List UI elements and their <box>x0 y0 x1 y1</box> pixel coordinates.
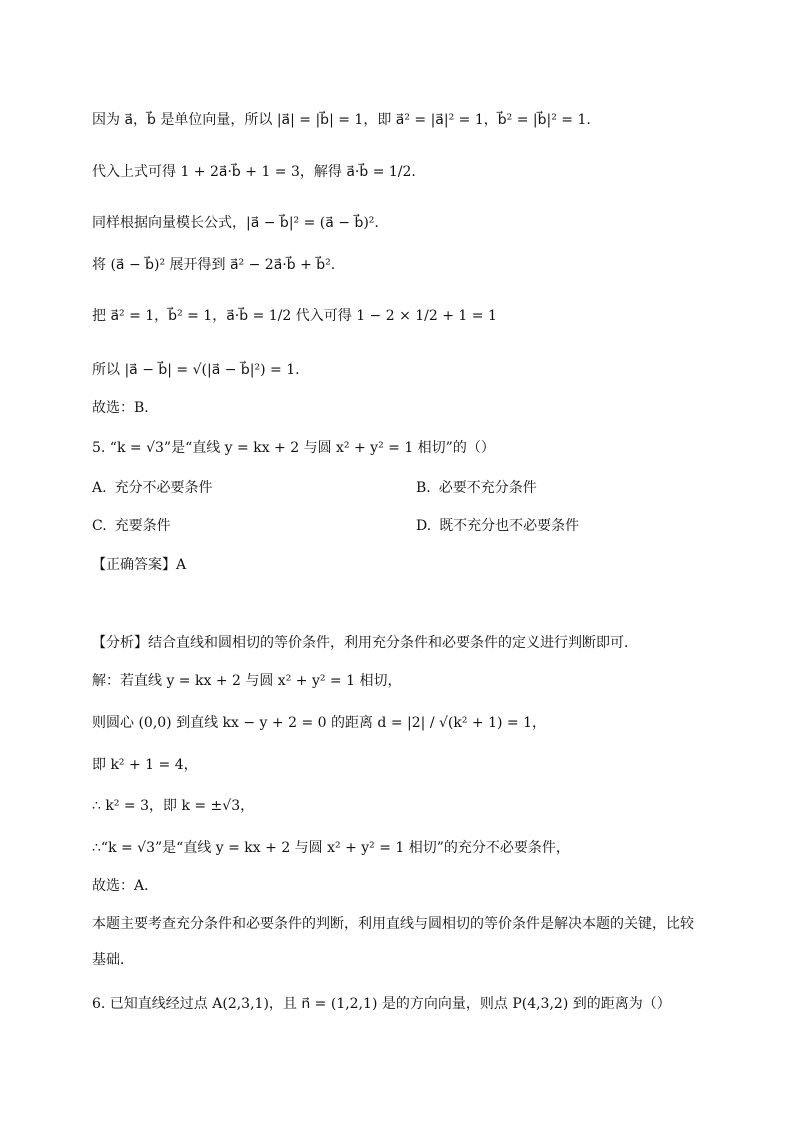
option-d <box>416 516 579 536</box>
option-b-text: 必要不充分条件 <box>438 480 537 496</box>
option-c-text: 充要条件 <box>114 518 171 534</box>
solution-line-3: 即 k² + 1 = 4， <box>92 757 198 773</box>
text-line-unit-vectors: 因为 a⃗，b⃗ 是单位向量，所以 |a⃗| = |b⃗| = 1，即 a⃗² = |a⃗|² = 1，b⃗² = |b⃗|² = 1. <box>92 112 591 128</box>
text-line-substitute: 代入上式可得 1 + 2a⃗·b⃗ + 1 = 3，解得 a⃗·b⃗ = 1/2. <box>92 164 416 180</box>
analysis: 【分析】结合直线和圆相切的等价条件，利用充分条件和必要条件的定义进行判断即可． <box>92 635 638 651</box>
option-a <box>92 478 213 498</box>
option-c <box>92 516 171 536</box>
question-6: 6. 已知直线经过点 A(2,3,1)，且 n⃗ = (1,2,1) 是的方向向量，则点 P(4,3,2) 到的距离为（） <box>92 996 671 1012</box>
option-a-label: A. <box>92 480 107 496</box>
solution-line-4: ∴ k² = 3，即 k = ±√3， <box>92 798 255 814</box>
text-line-result: 所以 |a⃗ − b⃗| = √(|a⃗ − b⃗|²) = 1. <box>92 362 300 378</box>
question-5: 5. “k = √3”是“直线 y = kx + 2 与圆 x² + y² = 1 相切”的（） <box>92 440 495 456</box>
option-b-label: B. <box>416 480 431 496</box>
solution-line-6: 故选：A． <box>92 878 159 894</box>
solution-line-1: 解：若直线 y = kx + 2 与圆 x² + y² = 1 相切， <box>92 673 402 689</box>
option-c-label: C. <box>92 518 107 534</box>
solution-line-5: ∴“k = √3”是“直线 y = kx + 2 与圆 x² + y² = 1 相切”的充分不必要条件， <box>92 840 570 856</box>
summary: 本题主要考查充分条件和必要条件的判断，利用直线与圆相切的等价条件是解决本题的关键，比较基础． <box>92 916 694 968</box>
text-line-expand: 将 (a⃗ − b⃗)² 展开得到 a⃗² − 2a⃗·b⃗ + b⃗². <box>92 257 336 273</box>
option-d-label: D. <box>416 518 432 534</box>
correct-answer: 【正确答案】A <box>92 557 187 573</box>
option-b <box>416 478 537 498</box>
text-line-modulus-formula: 同样根据向量模长公式，|a⃗ − b⃗|² = (a⃗ − b⃗)². <box>92 215 379 231</box>
text-line-choose-b: 故选：B. <box>92 400 149 416</box>
option-a-text: 充分不必要条件 <box>114 480 213 496</box>
text-line-plug-in: 把 a⃗² = 1，b⃗² = 1，a⃗·b⃗ = 1/2 代入可得 1 − 2 × 1/2 + 1 = 1 <box>92 308 497 324</box>
option-d-text: 既不充分也不必要条件 <box>439 518 580 534</box>
solution-line-2: 则圆心 (0,0) 到直线 kx − y + 2 = 0 的距离 d = |2| / √(k² + 1) = 1， <box>92 715 547 731</box>
